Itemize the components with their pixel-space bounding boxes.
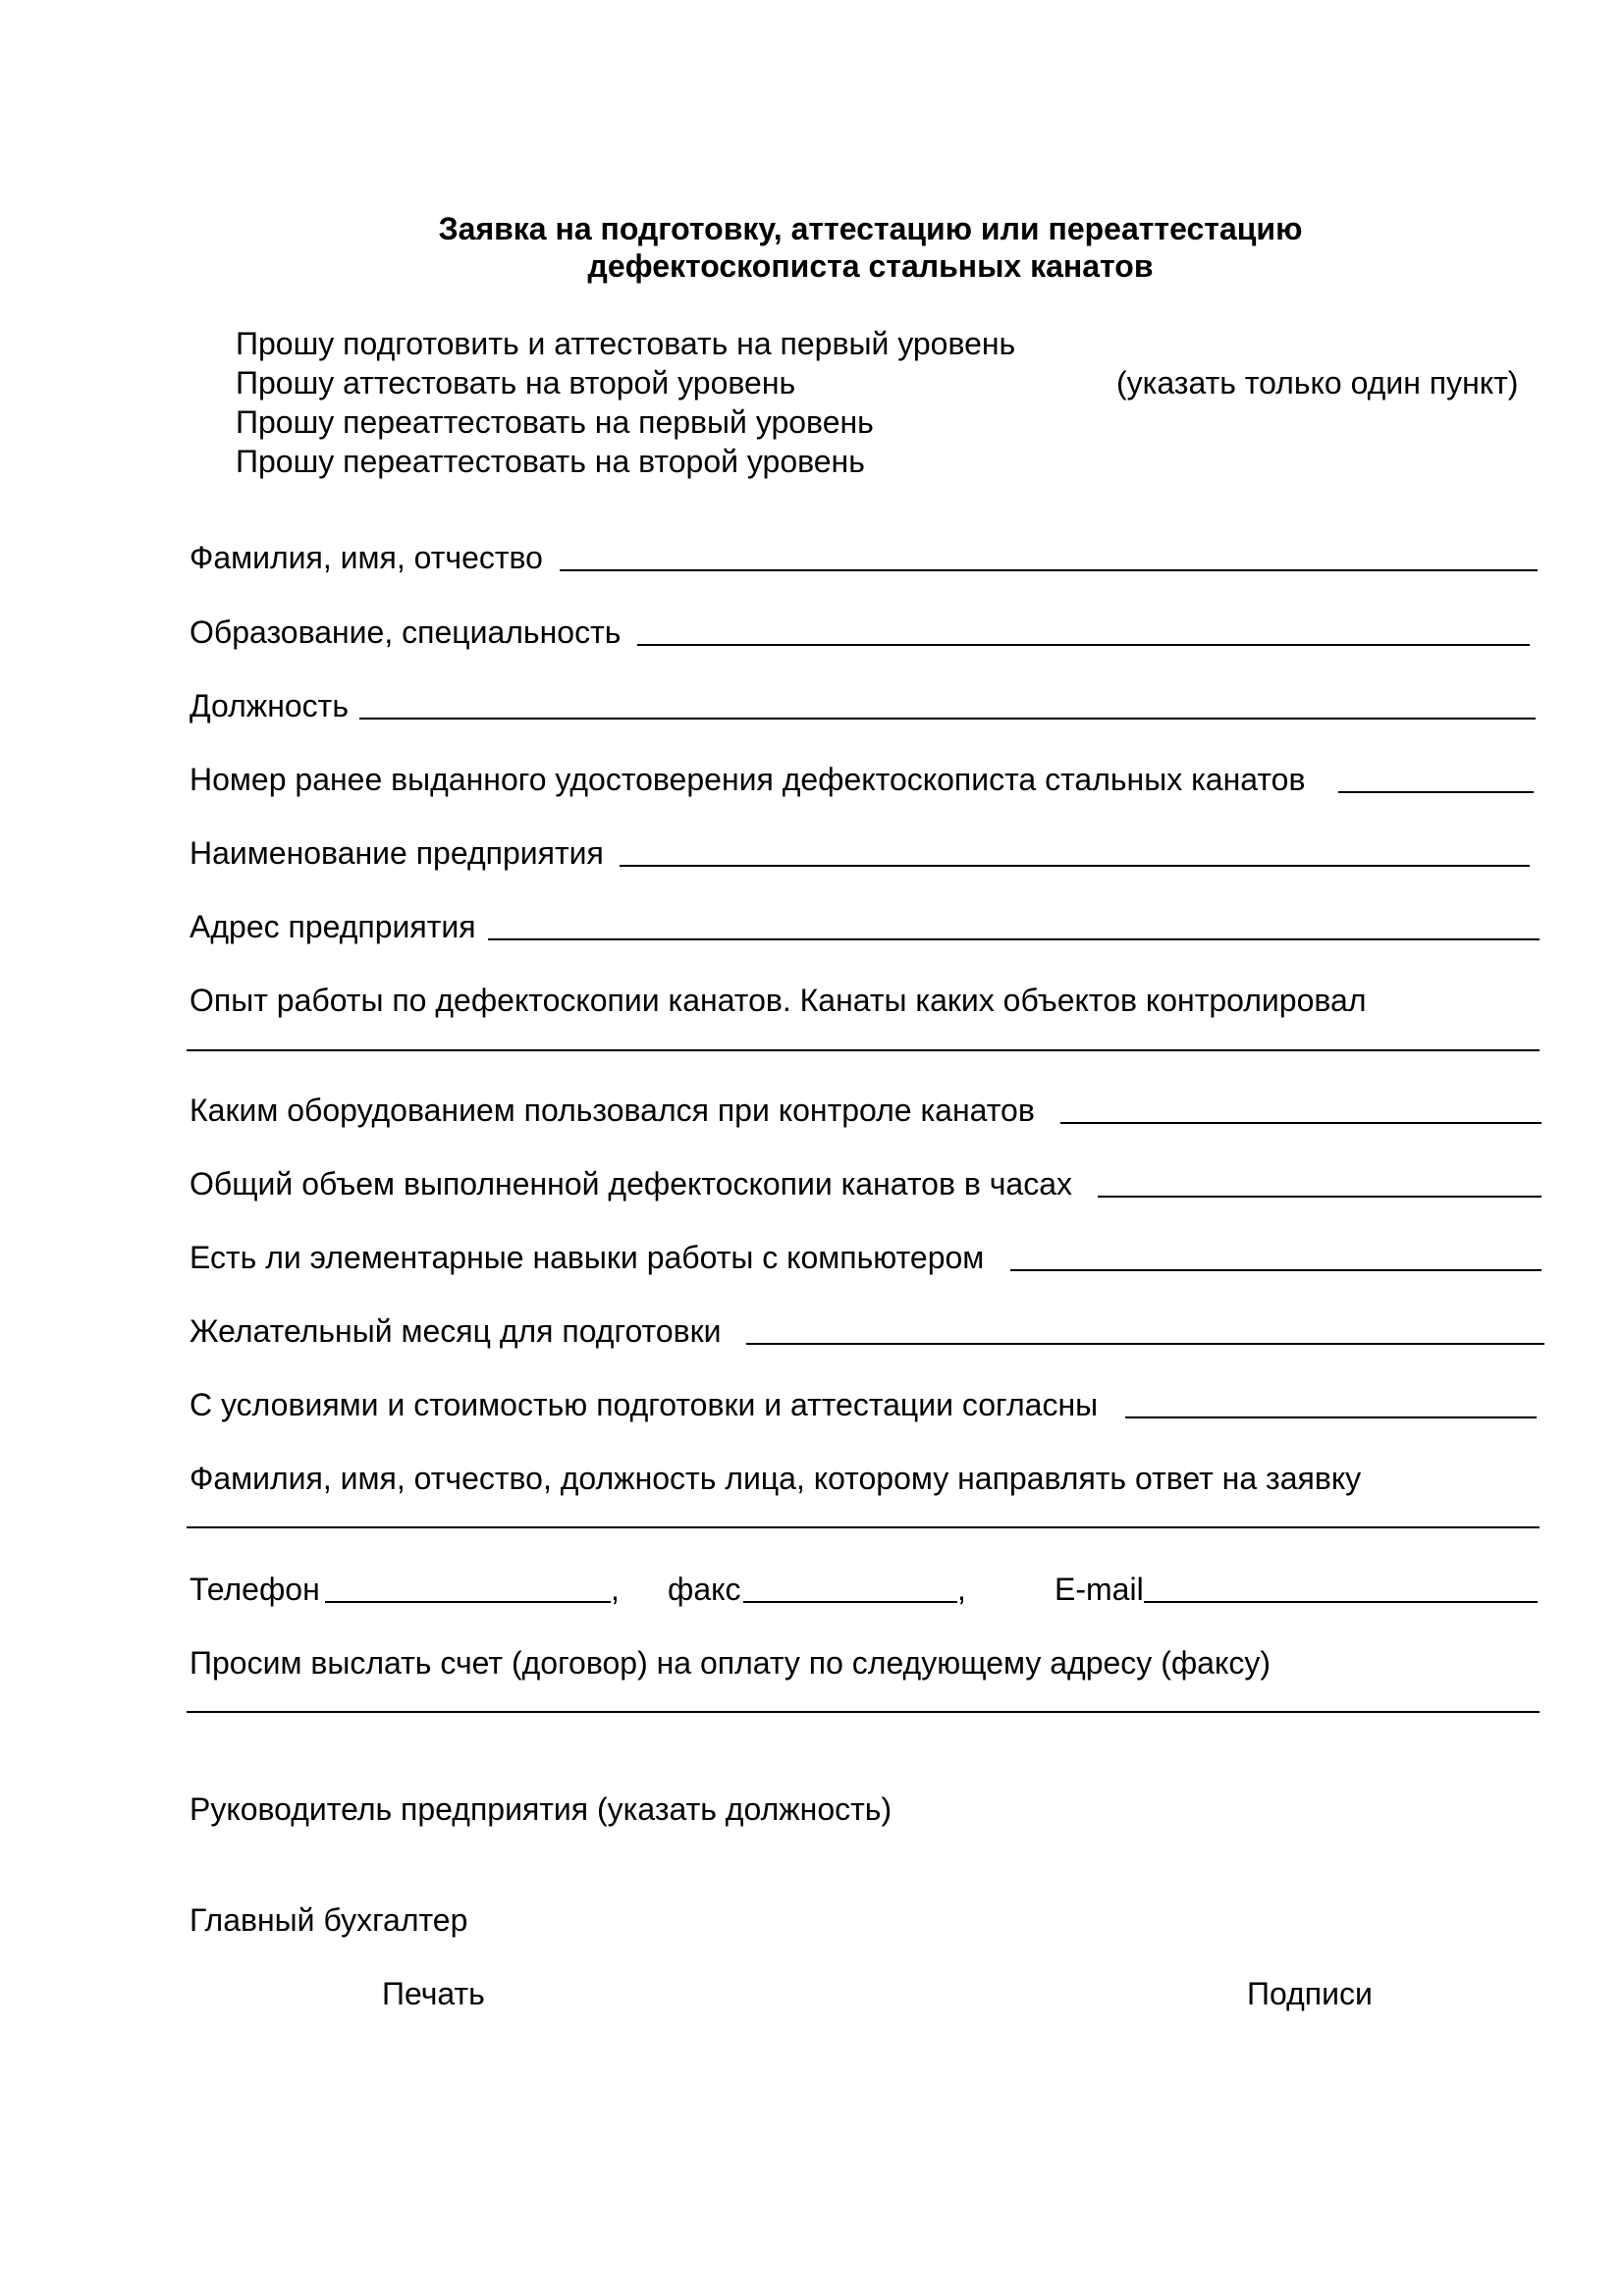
form-title-line-2: дефектоскописта стальных канатов [587,248,1154,284]
options-note: (указать только один пункт) [1116,365,1519,400]
stamp-label: Печать [382,1976,485,2011]
fio-input-line[interactable] [560,569,1538,571]
contact-person-label: Фамилия, имя, отчество, должность лица, которому направлять ответ на заявку [189,1461,1362,1496]
certificate-number-label: Номер ранее выданного удостоверения дефектоскописта стальных канатов [189,762,1306,797]
position-input-line[interactable] [359,718,1536,720]
email-input-line[interactable] [1144,1601,1538,1603]
computer-skills-input-line[interactable] [1010,1269,1542,1271]
agreement-input-line[interactable] [1125,1416,1537,1418]
education-label: Образование, специальность [189,614,622,650]
fax-label: факс [668,1572,741,1607]
form-title-line-1: Заявка на подготовку, аттестацию или переаттестацию [438,211,1303,246]
option-recertify-level-2[interactable]: Прошу переаттестовать на второй уровень [236,444,865,479]
phone-comma: , [611,1572,620,1607]
company-name-label: Наименование предприятия [189,835,604,871]
invoice-address-label: Просим выслать счет (договор) на оплату по следующему адресу (факсу) [189,1645,1271,1681]
head-of-company-label: Руководитель предприятия (указать должность) [189,1791,893,1827]
volume-hours-input-line[interactable] [1098,1196,1542,1198]
fio-label: Фамилия, имя, отчество [189,540,543,575]
invoice-address-input-line[interactable] [187,1711,1540,1713]
fax-comma: , [957,1572,966,1607]
chief-accountant-label: Главный бухгалтер [189,1902,468,1938]
position-label: Должность [189,688,349,723]
equipment-label: Каким оборудованием пользовался при контроле канатов [189,1093,1035,1128]
company-address-input-line[interactable] [488,938,1540,940]
experience-input-line[interactable] [187,1049,1540,1051]
company-address-label: Адрес предприятия [189,909,476,944]
option-certify-level-2[interactable]: Прошу аттестовать на второй уровень [236,365,796,400]
experience-label: Опыт работы по дефектоскопии канатов. Канаты каких объектов контролировал [189,983,1367,1018]
signatures-label: Подписи [1247,1976,1373,2011]
contact-person-input-line[interactable] [187,1526,1540,1528]
agreement-label: С условиями и стоимостью подготовки и аттестации согласны [189,1387,1099,1422]
fax-input-line[interactable] [743,1601,957,1603]
volume-hours-label: Общий объем выполненной дефектоскопии канатов в часах [189,1166,1072,1201]
company-name-input-line[interactable] [620,865,1530,867]
education-input-line[interactable] [637,644,1530,646]
equipment-input-line[interactable] [1060,1122,1542,1124]
preferred-month-input-line[interactable] [746,1343,1544,1345]
certificate-number-input-line[interactable] [1338,791,1534,793]
option-recertify-level-1[interactable]: Прошу переаттестовать на первый уровень [236,404,874,440]
phone-input-line[interactable] [325,1601,611,1603]
email-label: E-mail [1055,1572,1144,1607]
phone-label: Телефон [189,1572,320,1607]
preferred-month-label: Желательный месяц для подготовки [189,1313,722,1349]
computer-skills-label: Есть ли элементарные навыки работы с компьютером [189,1240,985,1275]
option-train-certify-level-1[interactable]: Прошу подготовить и аттестовать на первый уровень [236,326,1016,361]
